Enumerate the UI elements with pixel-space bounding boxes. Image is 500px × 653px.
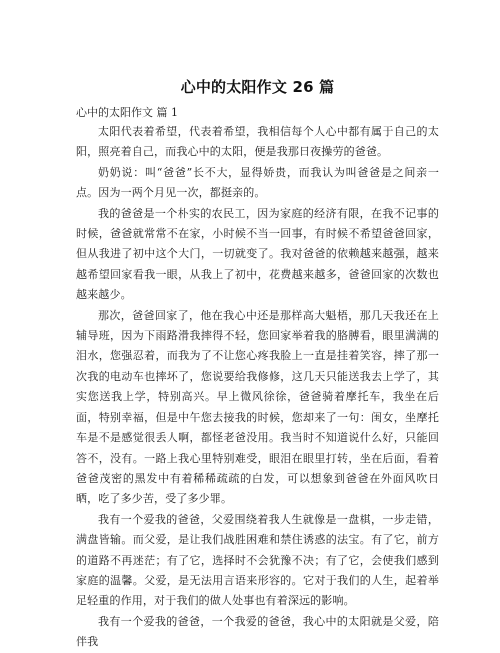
- paragraph: 太阳代表着希望，代表着希望，我相信每个人心中都有属于自己的太阳，照亮着自己，而我心中的太阳，便是我那日夜操劳的爸爸。: [76, 125, 439, 159]
- paragraph: 我有一个爱我的爸爸，一个我爱的爸爸，我心中的太阳就是父爱，陪伴我: [76, 614, 439, 649]
- essay-body: [76, 122, 439, 653]
- paragraph: 奶奶说：叫“爸爸”长不大，显得娇贵，而我认为叫爸爸是之间亲一点。因为一两个月见一次，都挺亲的。: [76, 165, 439, 200]
- paragraph: 我的爸爸是一个朴实的农民工，因为家庭的经济有限，在我不记事的时候，爸爸就常常不在家，小时候不当一回事，有时候不希望爸爸回家，但从我进了初中这个大门，一切就变了。我对爸爸的依赖越来越强，越来越希望回家看我一眼，从我上了初中，花费越来越多，爸爸回家的次数也越来越少。: [76, 206, 439, 302]
- paragraph: 那次，爸爸回家了，他在我心中还是那样高大魁梧，那几天我还在上辅导班，因为下雨路滑我摔得不轻，您回家举着我的胳膊看，眼里满满的泪水，您强忍着，而我为了不让您心疼我脸上一直是挂着笑容，摔了那一次我的电动车也摔坏了，您说要给我修修，这几天只能送我去上学了，其实您送我上学，特别高兴。早上微风徐徐，爸爸骑着摩托车，我坐在后面，特别幸福，但是中午您去接我的时候，您却来了一句：闺女，坐摩托车是不是感觉很丢人啊，都怪老爸没用。我当时不知道说什么好，只能回答不，没有。一路上我心里特别难受，眼泪在眼里打转，坐在后面，看着爸爸茂密的黑发中有着稀稀疏疏的白发，可以想象到爸爸在外面风吹日晒，吃了多少苦，受了多少罪。: [76, 308, 439, 506]
- essay-subtitle: 心中的太阳作文 篇 1: [76, 106, 178, 119]
- document-title: 心中的太阳作文 26 篇: [180, 78, 335, 96]
- paragraph: 我有一个爱我的爸爸，父爱围绕着我人生就像是一盘棋，一步走错，满盘皆输。而父爱，是让我们战胜困难和禁住诱惑的法宝。有了它，前方的道路不再迷茫；有了它，选择时不会犹豫不决；有了它，会使我们感到家庭的温馨。父爱，是无法用言语来形容的。它对于我们的人生，起着举足轻重的作用，对于我们的做人处事也有着深远的影响。: [76, 512, 439, 608]
